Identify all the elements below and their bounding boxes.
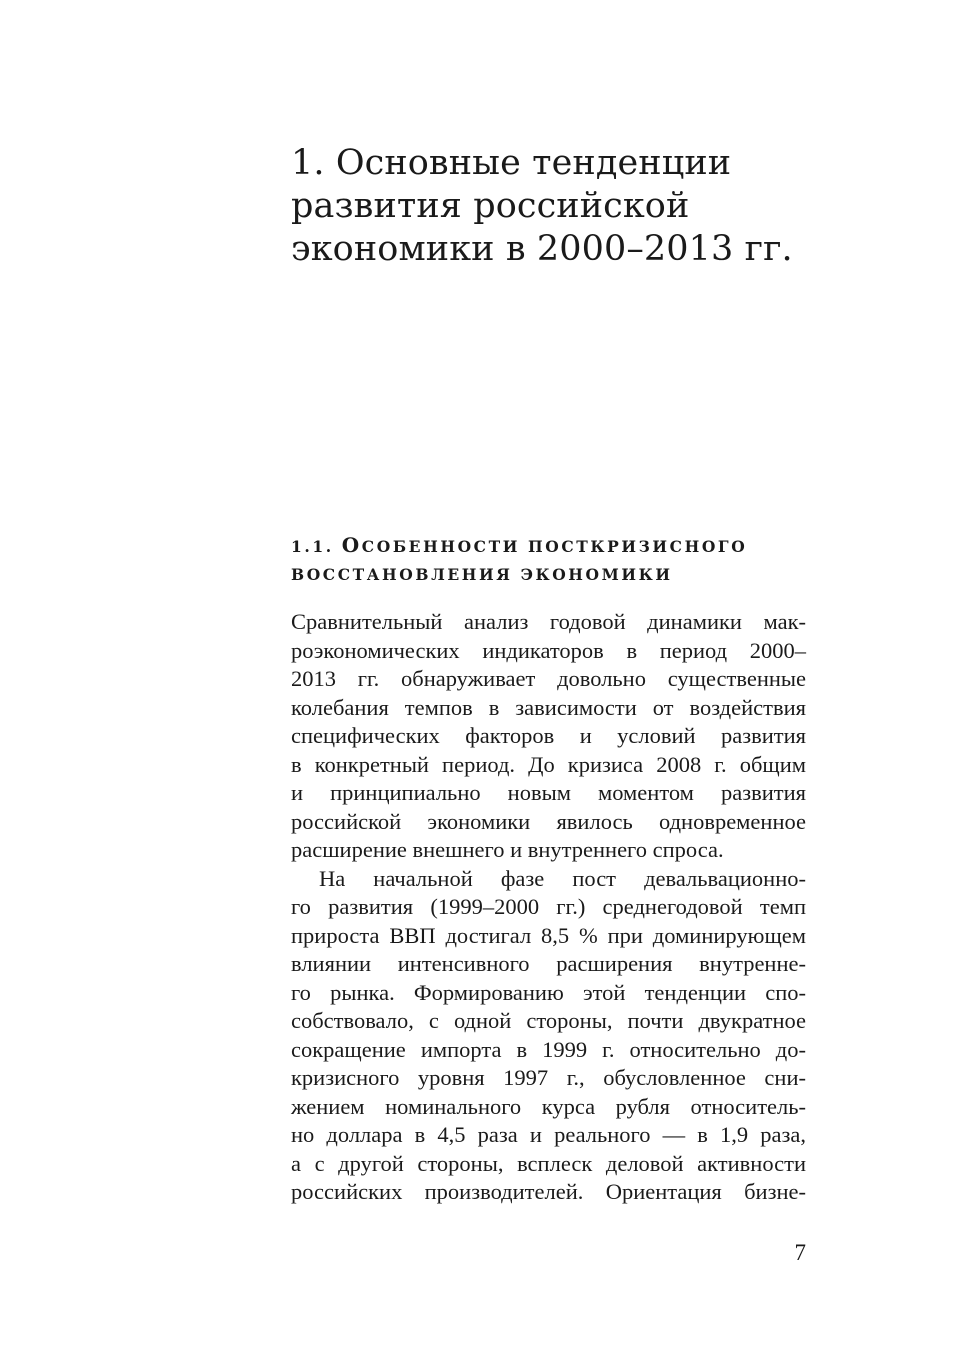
text-line: го рынка. Формированию этой тенденции спо- — [291, 979, 806, 1005]
text-line: и принципиально новым моментом развития — [291, 780, 806, 805]
body-text — [291, 608, 806, 1207]
paragraph — [291, 608, 806, 865]
text-line: На начальной фазе пост девальвационно- — [319, 865, 806, 891]
chapter-title-line: экономики в 2000–2013 гг. — [291, 229, 793, 269]
section-heading-line: ВОССТАНОВЛЕНИЯ ЭКОНОМИКИ — [291, 565, 673, 584]
paragraph — [291, 865, 806, 1207]
text-line: кризисного уровня 1997 г., обусловленное сни- — [291, 1065, 806, 1090]
chapter-title-line: 1. Основные тенденции — [291, 143, 732, 183]
text-line: собствовало, с одной стороны, почти двукратное — [291, 1008, 806, 1033]
text-line: Сравнительный анализ годовой динамики мак- — [291, 609, 806, 634]
text-line: российской экономики явилось одновременное — [291, 808, 806, 834]
chapter-title — [291, 142, 831, 271]
text-line: расширение внешнего и внутреннего спроса. — [291, 837, 724, 862]
text-line: колебания темпов в зависимости от воздействия — [291, 694, 806, 720]
text-line: прироста ВВП достигал 8,5 % при доминирующем — [291, 922, 806, 948]
text-line: но доллара в 4,5 раза и реального — в 1,9 раза, — [291, 1122, 806, 1147]
section-heading-line: 1.1. ОСОБЕННОСТИ ПОСТКРИЗИСНОГО — [291, 533, 748, 557]
page-number: 7 — [794, 1240, 806, 1265]
text-line: влиянии интенсивного расширения внутренне- — [291, 951, 806, 976]
chapter-title-line: развития российской — [291, 186, 690, 226]
text-line: а с другой стороны, всплеск деловой активности — [291, 1150, 806, 1176]
text-line: российских производителей. Ориентация бизне- — [291, 1179, 806, 1204]
text-line: сокращение импорта в 1999 г. относительно до- — [291, 1036, 806, 1062]
text-line: роэкономических индикаторов в период 2000– — [291, 637, 806, 663]
text-line: специфических факторов и условий развития — [291, 723, 806, 748]
text-line: го развития (1999–2000 гг.) среднегодовой темп — [291, 894, 806, 919]
text-line: 2013 гг. обнаруживает довольно существенные — [291, 666, 806, 691]
text-line: жением номинального курса рубля относитель- — [291, 1093, 806, 1119]
text-line: в конкретный период. До кризиса 2008 г. общим — [291, 751, 806, 777]
section-heading — [291, 531, 811, 589]
